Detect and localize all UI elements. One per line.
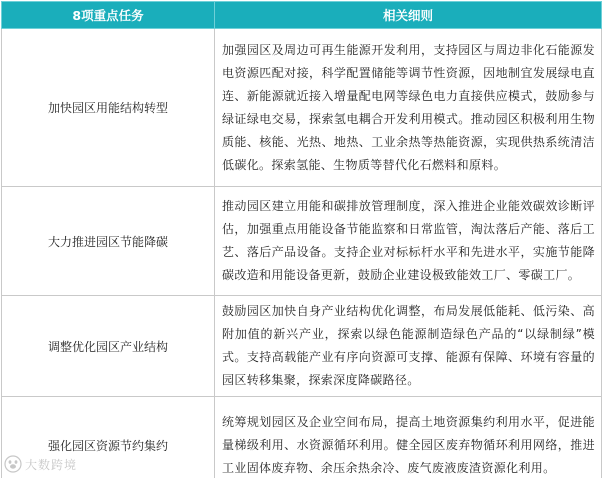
task-cell: 强化园区资源节约集约 bbox=[2, 397, 215, 478]
table-row bbox=[2, 29, 602, 187]
detail-cell: 鼓励园区加快自身产业结构优化调整，布局发展低能耗、低污染、高附加值的新兴产业，探索以绿色能源制造绿色产品的“以绿制绿”模式。支持高载能产业有序向资源可支撑、能源有保障、环境有容量的园区转移集聚，探索深度降碳路径。 bbox=[215, 296, 602, 397]
table-row bbox=[2, 397, 602, 478]
detail-cell: 推动园区建立用能和碳排放管理制度，深入推进企业能效碳效诊断评估，加强重点用能设备节能监察和日常监管，淘汰落后产能、落后工艺、落后产品设备。支持企业对标标杆水平和先进水平，实施节能降碳改造和用能设备更新，鼓励企业建设极致能效工厂、零碳工厂。 bbox=[215, 187, 602, 296]
table-header-row bbox=[2, 2, 602, 29]
header-detail: 相关细则 bbox=[215, 2, 602, 29]
task-cell: 调整优化园区产业结构 bbox=[2, 296, 215, 397]
detail-cell: 统筹规划园区及企业空间布局，提高土地资源集约利用水平，促进能量梯级利用、水资源循环利用。健全园区废弃物循环利用网络，推进工业固体废弃物、余压余热余冷、废气废液废渣资源化利用。 bbox=[215, 397, 602, 478]
detail-cell: 加强园区及周边可再生能源开发利用，支持园区与周边非化石能源发电资源匹配对接，科学配置储能等调节性资源，因地制宜发展绿电直连、新能源就近接入增量配电网等绿色电力直接供应模式，鼓励参与绿证绿电交易，探索氢电耦合开发利用模式。推动园区积极利用生物质能、核能、光热、地热、工业余热等热能资源，实现供热系统清洁低碳化。探索氢能、生物质等替代化石燃料和原料。 bbox=[215, 29, 602, 187]
table-row bbox=[2, 187, 602, 296]
task-cell: 加快园区用能结构转型 bbox=[2, 29, 215, 187]
header-task: 8项重点任务 bbox=[2, 2, 215, 29]
watermark-text: 大数跨境 bbox=[25, 457, 78, 472]
tasks-table bbox=[1, 1, 602, 478]
task-cell: 大力推进园区节能降碳 bbox=[2, 187, 215, 296]
table-row bbox=[2, 296, 602, 397]
